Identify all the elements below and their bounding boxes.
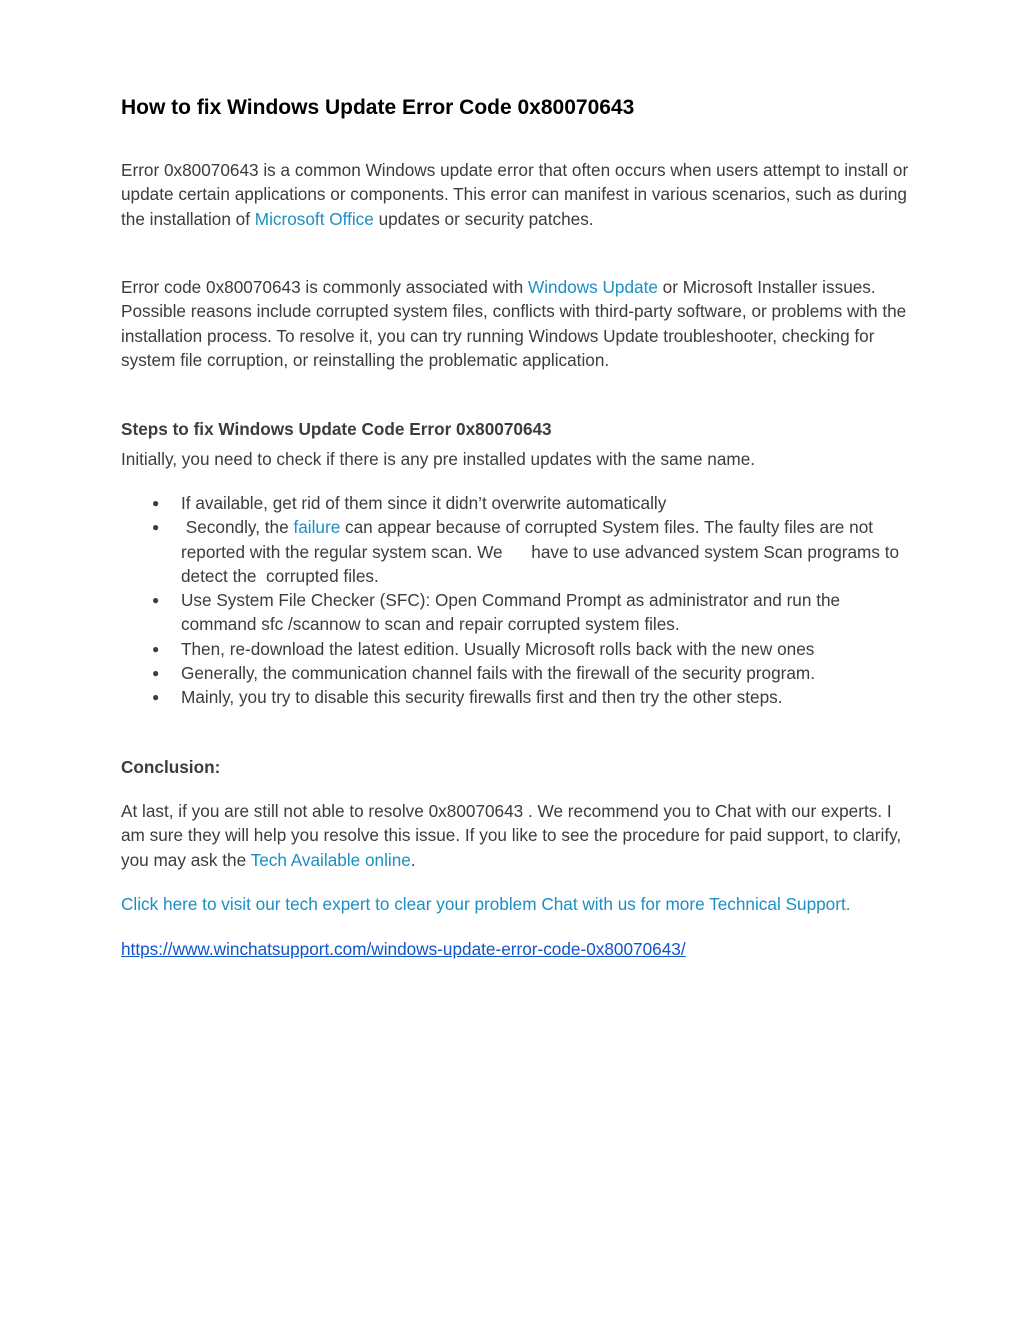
list-item-text: Then, re-download the latest edition. Usually Microsoft rolls back with the new ones: [181, 638, 815, 659]
tech-support-cta-link[interactable]: Click here to visit our tech expert to clear your problem Chat with us for more Technical Support.: [121, 894, 851, 914]
list-item: [121, 515, 911, 588]
list-item: [121, 685, 911, 709]
cause-text-before: Error code 0x80070643 is commonly associated with: [121, 277, 528, 297]
list-item-text: Mainly, you try to disable this security firewalls first and then try the other steps.: [181, 687, 783, 708]
page-title: How to fix Windows Update Error Code 0x80070643: [121, 96, 635, 119]
intro-paragraph: [121, 158, 911, 231]
list-item-text: Use System File Checker (SFC): Open Command Prompt as administrator and run the command sfc /scannow to scan and repair corrupted system files.: [181, 590, 841, 635]
intro-text-after: updates or security patches.: [373, 208, 594, 229]
conclusion-heading: Conclusion:: [121, 757, 221, 777]
list-item-text-after: can appear because of corrupted System files. The faulty files are not reported with the regular system scan. We have to use advanced system Scan programs to detect the corrupted files.: [181, 517, 904, 586]
windows-update-link[interactable]: Windows Update: [527, 277, 658, 297]
steps-list: [121, 491, 911, 710]
microsoft-office-link[interactable]: Microsoft Office: [254, 208, 374, 229]
bullet-icon: ●: [152, 641, 160, 656]
intro-text-before: Error 0x80070643 is a common Windows update error that often occurs when users attempt to install or update certain applications or components. This error can manifest in various scenarios, such as during the installation of: [121, 160, 909, 229]
bullet-icon: ●: [152, 666, 160, 681]
list-item-text-before: Secondly, the: [181, 517, 294, 538]
conclusion-text-before: At last, if you are still not able to resolve 0x80070643 . We recommend you to Chat with our experts. I am sure they will help you resolve this issue. If you like to see the procedure for paid support, to clarify, you may ask the: [121, 801, 902, 870]
failure-link[interactable]: failure: [293, 517, 341, 538]
list-item: [121, 491, 911, 515]
steps-heading: Steps to fix Windows Update Code Error 0x80070643: [121, 419, 552, 439]
bullet-icon: ●: [152, 520, 160, 535]
steps-intro: Initially, you need to check if there is any pre installed updates with the same name.: [121, 449, 756, 469]
cause-paragraph: [121, 275, 911, 372]
cause-text-after: or Microsoft Installer issues. Possible reasons include corrupted system files, conflicts with third-party software, or problems with the installation process. To resolve it, you can try running Windows Update troubleshooter, checking for system file corruption, or reinstalling the problematic application.: [121, 277, 907, 370]
conclusion-paragraph: [121, 799, 911, 872]
list-item-text: If available, get rid of them since it didn’t overwrite automatically: [181, 493, 667, 513]
tech-available-online-link[interactable]: Tech Available online: [250, 849, 411, 870]
bullet-icon: ●: [152, 496, 160, 510]
list-item: [121, 588, 911, 637]
source-url-paragraph: [121, 937, 911, 961]
bullet-icon: ●: [152, 593, 160, 608]
cta-paragraph: [121, 892, 911, 916]
source-url-link[interactable]: https://www.winchatsupport.com/windows-update-error-code-0x80070643/: [121, 939, 686, 959]
list-item: [121, 661, 911, 685]
bullet-icon: ●: [152, 690, 160, 705]
list-item-text: Generally, the communication channel fails with the firewall of the security program.: [181, 663, 815, 684]
list-item: [121, 637, 911, 661]
conclusion-text-after: .: [410, 849, 416, 870]
